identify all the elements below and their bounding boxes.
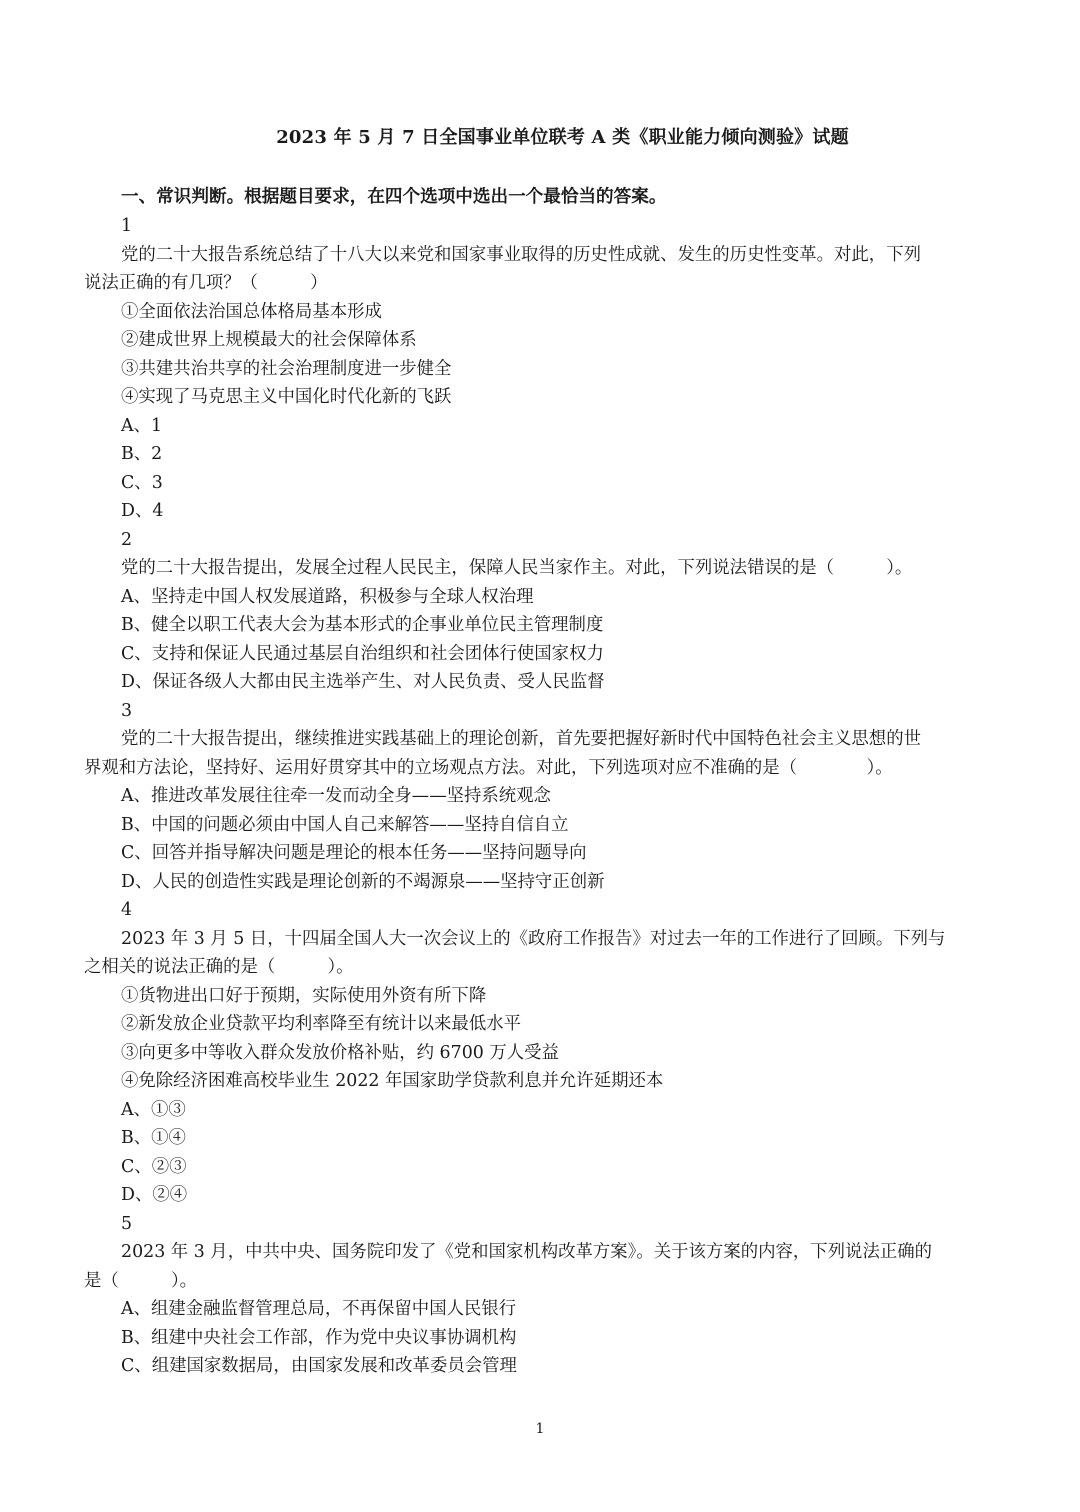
question-option: B、2 [121, 444, 163, 464]
question-number: 4 [121, 900, 133, 920]
question-option: A、组建金融监督管理总局，不再保留中国人民银行 [121, 1299, 517, 1319]
question-option: C、支持和保证人民通过基层自治组织和社会团体行使国家权力 [121, 643, 604, 664]
question-option: B、中国的问题必须由中国人自己来解答——坚持自信自立 [121, 814, 569, 835]
question-option: B、①④ [121, 1128, 186, 1148]
question-number: 2 [121, 529, 133, 550]
question-statement: ①货物进出口好于预期，实际使用外资有所下降 [121, 985, 487, 1006]
section-heading: 一、常识判断。根据题目要求，在四个选项中选出一个最恰当的答案。 [121, 186, 667, 207]
question-option: D、4 [121, 501, 164, 521]
question-option: D、人民的创造性实践是理论创新的不竭源泉——坚持守正创新 [121, 871, 605, 892]
question-statement: ③共建共治共享的社会治理制度进一步健全 [121, 358, 452, 379]
question-stem-line: 2023 年 3 月 5 日，十四届全国人大一次会议上的《政府工作报告》对过去一年的工作进行了回顾。下列与 [121, 928, 946, 949]
question-option: C、回答并指导解决问题是理论的根本任务——坚持问题导向 [121, 843, 587, 863]
question-option: D、保证各级人大都由民主选举产生、对人民负责、受人民监督 [121, 672, 605, 692]
question-stem-line: 界观和方法论，坚持好、运用好贯穿其中的立场观点方法。对此，下列选项对应不准确的是（ ）。 [84, 757, 893, 778]
question-option: A、1 [121, 415, 163, 436]
question-number: 5 [121, 1213, 133, 1234]
document-body [84, 181, 1004, 1381]
question-option: B、组建中央社会工作部，作为党中央议事协调机构 [121, 1327, 517, 1348]
question-stem-line: 说法正确的有几项？（ ） [84, 273, 328, 293]
question-option: A、①③ [121, 1099, 186, 1120]
question-option: A、推进改革发展往往牵一发而动全身——坚持系统观念 [121, 786, 551, 806]
question-statement: ④免除经济困难高校毕业生 2022 年国家助学贷款利息并允许延期还本 [121, 1071, 664, 1091]
question-statement: ②建成世界上规模最大的社会保障体系 [121, 330, 417, 350]
question-stem-line: 之相关的说法正确的是（ ）。 [84, 957, 354, 977]
question-statement: ④实现了马克思主义中国化时代化新的飞跃 [121, 387, 452, 407]
question-stem-line: 党的二十大报告提出，发展全过程人民民主，保障人民当家作主。对此，下列说法错误的是（ ）。 [121, 558, 913, 578]
question-option: D、②④ [121, 1185, 188, 1205]
question-option: C、组建国家数据局，由国家发展和改革委员会管理 [121, 1356, 517, 1376]
question-option: C、②③ [121, 1156, 187, 1177]
document-title: 2023 年 5 月 7 日全国事业单位联考 A 类《职业能力倾向测验》试题 [276, 127, 849, 148]
question-number: 1 [121, 216, 133, 236]
question-stem-line: 党的二十大报告提出，继续推进实践基础上的理论创新，首先要把握好新时代中国特色社会主义思想的世 [121, 729, 921, 749]
page-number: 1 [535, 1421, 545, 1437]
question-option: C、3 [121, 472, 163, 493]
question-statement: ③向更多中等收入群众发放价格补贴，约 6700 万人受益 [121, 1042, 559, 1063]
question-stem-line: 2023 年 3 月，中共中央、国务院印发了《党和国家机构改革方案》。关于该方案的内容，下列说法正确的 [121, 1242, 933, 1262]
question-stem-line: 党的二十大报告系统总结了十八大以来党和国家事业取得的历史性成就、发生的历史性变革。对此，下列 [121, 244, 921, 265]
question-statement: ②新发放企业贷款平均利率降至有统计以来最低水平 [121, 1014, 521, 1034]
question-option: A、坚持走中国人权发展道路，积极参与全球人权治理 [121, 586, 534, 607]
question-option: B、健全以职工代表大会为基本形式的企事业单位民主管理制度 [121, 615, 604, 635]
question-number: 3 [121, 700, 133, 721]
question-statement: ①全面依法治国总体格局基本形成 [121, 301, 382, 322]
question-stem-line: 是（ ）。 [84, 1270, 198, 1291]
